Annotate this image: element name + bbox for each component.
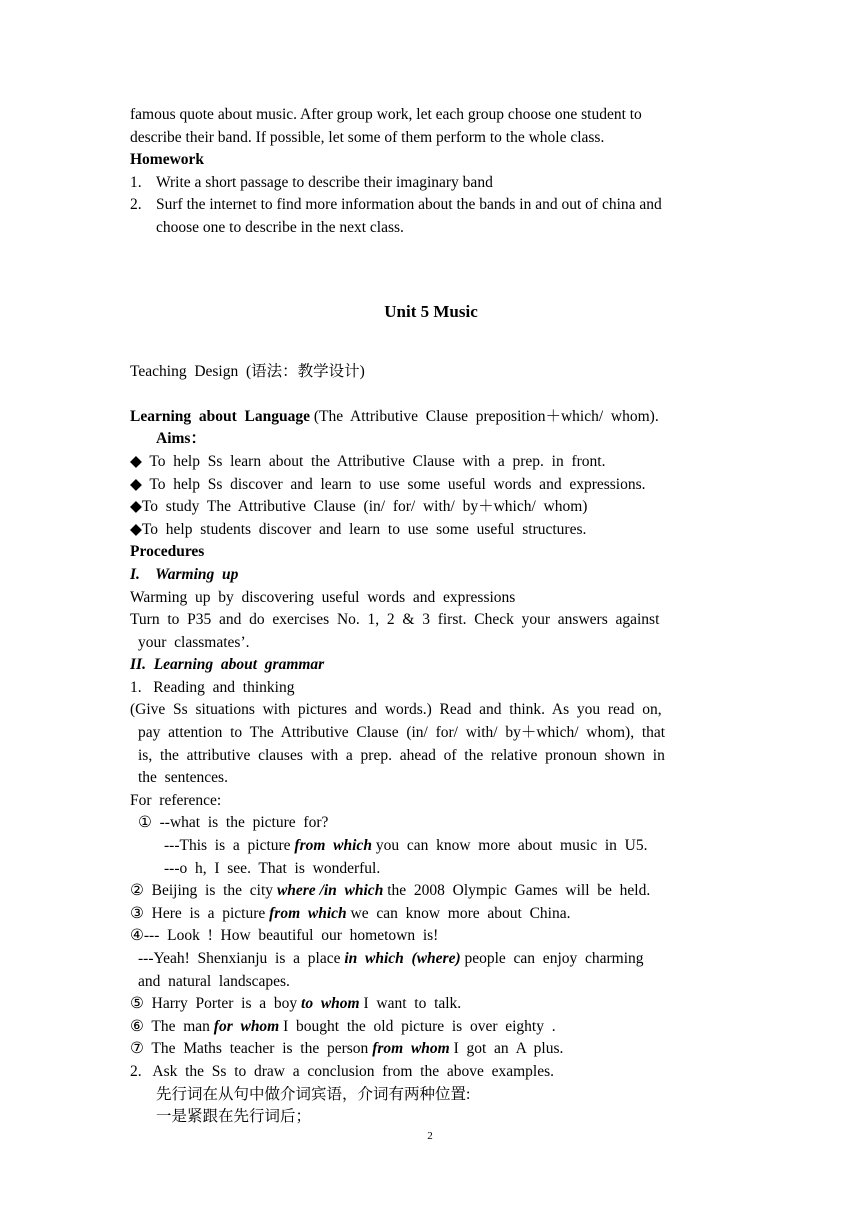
example-4a: ④--- Look ! How beautiful our hometown is! [130,927,439,945]
example-3-em: from which [269,904,347,922]
warming-line-2: Turn to P35 and do exercises No. 1, 2 & 3 first. Check your answers against [130,611,660,629]
example-5 [130,993,732,1016]
example-7-em: from whom [372,1040,450,1058]
example-5-post: I want to talk. [359,995,462,1013]
grammar-para-line-4: the sentences. [138,769,228,787]
intro-line-1: famous quote about music. After group work, let each group choose one student to [130,106,642,123]
grammar-para-line-2: pay attention to The Attributive Clause (in/ for/ with/ by＋which/ whom), that [138,724,666,742]
grammar-sub-1: 1. Reading and thinking [130,678,295,696]
example-4c: and natural landscapes. [138,972,290,990]
homework-item-1-num: 1. [130,173,142,191]
example-6-em: for whom [213,1017,280,1035]
intro-line-2: describe their band. If possible, let some of them perform to the whole class. [130,128,605,146]
aims-heading: Aims： [156,430,206,448]
warming-line-3: your classmates’. [138,633,250,651]
warming-line-1: Warming up by discovering useful words and expressions [130,588,516,606]
example-7-post: I got an A plus. [449,1040,564,1058]
example-5-em: to whom [301,995,360,1013]
example-4b-pre: ---Yeah! Shenxianju is a place [138,950,345,967]
unit-title: Unit 5 Music [384,301,478,321]
example-2-post: the 2008 Olympic Games will be held. [383,882,651,900]
example-1b-post: you can know more about music in U5. [371,837,648,855]
page-number: 2 [427,1130,433,1142]
example-4b-em: in which (where) [344,950,461,967]
example-1b [130,835,732,858]
example-3 [130,903,732,926]
example-6 [130,1016,732,1039]
example-7 [130,1038,732,1061]
example-1b-em: from which [294,837,372,855]
homework-item-1-text: Write a short passage to describe their imaginary band [156,173,493,191]
example-2-pre: ② Beijing is the city [130,882,277,900]
example-2-em: where /in which [276,882,384,900]
example-2 [130,880,732,903]
homework-item-2 [130,194,732,239]
aims-bullet-4: ◆To help students discover and learn to use some useful structures. [130,520,587,538]
homework-item-1 [130,172,732,195]
teaching-design-line: Teaching Design (语法：教学设计) [130,362,365,380]
example-6-pre: ⑥ The man [130,1017,214,1035]
example-1b-pre: ---This is a picture [164,837,295,855]
page-content [130,104,732,1129]
grammar-para-line-3: is, the attributive clauses with a prep. ahead of the relative pronoun shown in [138,746,665,764]
homework-item-2-line-1: Surf the internet to find more information about the bands in and out of china and [156,196,662,214]
conclusion-line: 2. Ask the Ss to draw a conclusion from the above examples. [130,1062,555,1080]
conclusion-cn-2: 一是紧跟在先行词后； [156,1108,312,1126]
learning-rest: (The Attributive Clause preposition＋which/ whom). [310,407,659,425]
example-6-post: I bought the old picture is over eighty . [279,1017,556,1035]
warming-heading: I. Warming up [130,565,239,583]
aims-bullet-3: ◆To study The Attributive Clause (in/ for/ with/ by＋which/ whom) [130,498,588,516]
procedures-heading: Procedures [130,543,205,561]
example-7-pre: ⑦ The Maths teacher is the person [130,1040,373,1058]
example-4b-post: people can enjoy charming [460,950,644,967]
example-1a: ① --what is the picture for? [138,814,329,832]
grammar-heading: II. Learning about grammar [130,656,325,674]
example-4b [130,948,732,971]
homework-item-2-num: 2. [130,196,142,214]
aims-bullet-2: ◆ To help Ss discover and learn to use some useful words and expressions. [130,475,646,493]
learning-heading: Learning about Language [130,407,311,425]
homework-heading: Homework [130,151,205,169]
example-5-pre: ⑤ Harry Porter is a boy [130,995,302,1013]
example-1c: ---o h, I see. That is wonderful. [164,859,381,877]
for-reference: For reference: [130,791,222,809]
example-3-post: we can know more about China. [346,904,571,922]
example-3-pre: ③ Here is a picture [130,904,270,922]
homework-item-2-line-2: choose one to describe in the next class. [156,218,404,236]
grammar-para-line-1: (Give Ss situations with pictures and words.) Read and think. As you read on, [130,701,662,719]
aims-bullet-1: ◆ To help Ss learn about the Attributive Clause with a prep. in front. [130,452,606,470]
conclusion-cn-1: 先行词在从句中做介词宾语，介词有两种位置: [156,1085,471,1103]
